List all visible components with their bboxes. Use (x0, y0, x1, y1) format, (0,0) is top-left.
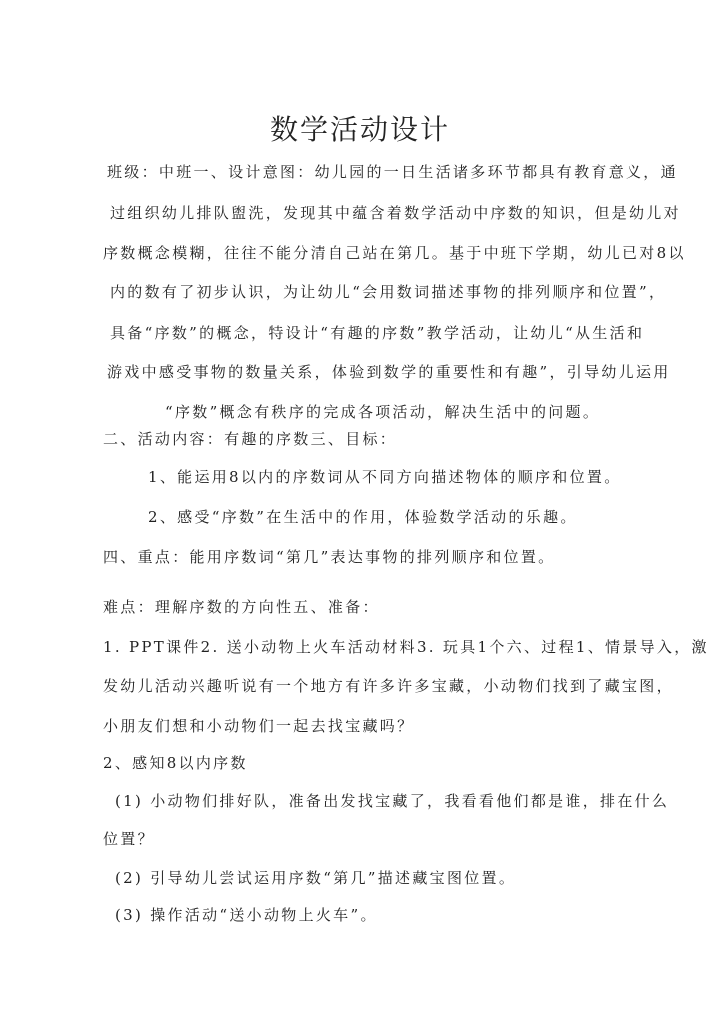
paragraph-line: 小朋友们想和小动物们一起去找宝藏吗？ (103, 717, 415, 735)
paragraph-line: 过组织幼儿排队盥洗，发现其中蕴含着数学活动中序数的知识，但是幼儿对 (110, 204, 681, 222)
section-heading: 难点：理解序数的方向性五、准备： (103, 598, 380, 616)
paragraph-line: 具备“序数”的概念，特设计“有趣的序数”教学活动，让幼儿“从生活和 (110, 324, 645, 342)
paragraph-line: 游戏中感受事物的数量关系，体验到数学的重要性和有趣”，引导幼儿运用 (107, 363, 671, 381)
paragraph-line: “序数”概念有秩序的完成各项活动，解决生活中的问题。 (165, 403, 601, 421)
goal-item: 2、感受“序数”在生活中的作用，体验数学活动的乐趣。 (148, 508, 578, 526)
step-item: (1) 小动物们排好队，准备出发找宝藏了，我看看他们都是谁，排在什么 (115, 792, 670, 810)
paragraph-line: 位置？ (103, 830, 155, 848)
step-item: (2) 引导幼儿尝试运用序数“第几”描述藏宝图位置。 (115, 869, 517, 887)
section-heading: 二、活动内容：有趣的序数三、目标： (103, 430, 398, 448)
paragraph-line: 内的数有了初步认识，为让幼儿“会用数词描述事物的排列顺序和位置”， (110, 283, 667, 301)
paragraph-line: 1. PPT课件2. 送小动物上火车活动材料3. 玩具1个六、过程1、情景导入，激 (103, 638, 709, 656)
goal-item: 1、能运用8以内的序数词从不同方向描述物体的顺序和位置。 (148, 468, 622, 486)
step-item: (3) 操作活动“送小动物上火车”。 (115, 906, 378, 924)
section-heading: 四、重点：能用序数词“第几”表达事物的排列顺序和位置。 (103, 548, 556, 566)
section-heading: 2、感知8以内序数 (103, 754, 248, 772)
paragraph-line: 班级：中班一、设计意图：幼儿园的一日生活诸多环节都具有教育意义，通 (107, 163, 678, 181)
paragraph-line: 发幼儿活动兴趣听说有一个地方有许多许多宝藏，小动物们找到了藏宝图， (103, 677, 674, 695)
document-title: 数学活动设计 (269, 113, 450, 146)
paragraph-line: 序数概念模糊，往往不能分清自己站在第几。基于中班下学期，幼儿已对8以 (103, 244, 686, 262)
